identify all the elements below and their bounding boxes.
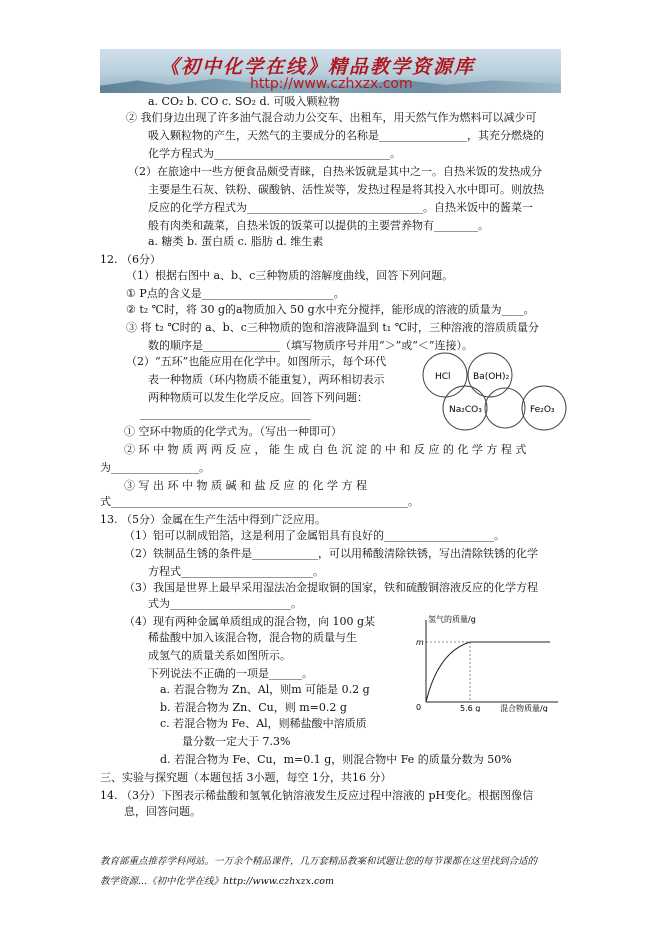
question-11-text: 主要是生石灰、铁粉、碳酸钠、活性炭等，发热过程是将其投入水中即可。则放热 <box>148 183 544 196</box>
ring-label-na2co3: Na₂CO₃ <box>449 405 482 415</box>
ring-label-baoh2: Ba(OH)₂ <box>473 372 510 382</box>
question-14-heading: 14. （3分）下图表示稀盐酸和氢氧化钠溶液发生反应过程中溶液的 pH变化。根据图像信 <box>100 789 534 802</box>
section-3-heading: 三、实验与探究题（本题包括 3小题，每空 1分，共16 分） <box>100 771 392 784</box>
question-12-text: 为________________。 <box>100 461 210 474</box>
question-13-text: 成氢气的质量关系如图所示。 <box>148 649 291 662</box>
footer-line-1: 教育部重点推荐学科网站。一万余个精品课件，几万套精品教案和试题让您的每节课都在这里找到合适的 <box>100 856 538 867</box>
question-12-text: ① 空环中物质的化学式为。（写出一种即可） <box>124 425 342 438</box>
graph-y-label: 氢气的质量/g <box>428 615 476 624</box>
question-13-option-c: c. 若混合物为 Fe、Al，则稀盐酸中溶质质 <box>160 717 367 730</box>
graph-curve <box>426 642 470 702</box>
ring-label-fe2o3: Fe₂O₃ <box>530 405 555 415</box>
question-13-text: 方程式________________________。 <box>148 565 324 578</box>
question-13-text: 稀盐酸中加入该混合物，混合物的质量与生 <box>148 631 357 644</box>
question-12-text: ③ 将 t₂ ℃时的 a、b、c三种物质的饱和溶液降温到 t₁ ℃时，三种溶液的溶质质量分 <box>126 321 540 334</box>
question-12-heading: 12. （6分） <box>100 253 161 266</box>
question-13-text: （1）铝可以制成铝箔，这是利用了金属铝具有良好的____________________。 <box>124 529 505 542</box>
graph-x-label: 混合物质量/g <box>500 704 548 712</box>
question-13-option-a: a. 若混合物为 Zn、Al，则m 可能是 0.2 g <box>160 683 370 696</box>
question-13-option-b: b. 若混合物为 Zn、Cu，则 m=0.2 g <box>160 701 347 714</box>
question-11-text: 般有肉类和蔬菜，自热米饭的饭菜可以提供的主要营养物有________。 <box>148 219 489 232</box>
question-11-text: 化学方程式为________________________________。 <box>148 147 401 160</box>
question-12-text: 数的顺序是______________（填写物质序号并用“＞”或“＜”连接）。 <box>148 339 473 352</box>
header-banner <box>100 49 561 93</box>
question-12-text: （1）根据右图中 a、b、c三种物质的溶解度曲线，回答下列问题。 <box>126 269 454 282</box>
question-12-text: （2）“五环”也能应用在化学中。如图所示，每个环代 <box>126 355 387 368</box>
graph-m-label: m <box>416 638 424 647</box>
ring-label-hcl: HCl <box>435 372 451 382</box>
question-11-options-a: a. CO₂ b. CO c. SO₂ d. 可吸入颗粒物 <box>148 95 340 108</box>
ring-empty <box>485 388 525 428</box>
question-14-text: 息，回答问题。 <box>124 805 201 818</box>
question-12-text: ③ 写 出 环 中 物 质 碱 和 盐 反 应 的 化 学 方 程 <box>124 479 367 492</box>
question-12-text: ② t₂ ℃时，将 30 g的a物质加入 50 g水中充分搅拌，能形成的溶液的质量为____。 <box>126 303 535 316</box>
question-13-option-d: d. 若混合物为 Fe、Cu，m=0.1 g，则混合物中 Fe 的质量分数为 50% <box>160 753 512 766</box>
banner-title: 《初中化学在线》精品教学资源库 <box>160 56 476 78</box>
graph-origin: 0 <box>416 703 422 712</box>
question-13-heading: 13. （5分）金属在生产生活中得到广泛应用。 <box>100 513 326 526</box>
footer-line-2[interactable]: 教学资源...《初中化学在线》http://www.czhxzx.com <box>100 876 335 887</box>
question-13-option-c-cont: 量分数一定大于 7.3% <box>182 735 291 748</box>
question-13-text: （2）铁制品生锈的条件是____________，可以用稀酸清除铁锈，写出清除铁锈的化学 <box>124 547 538 560</box>
question-12-text: ① P点的含义是________________________。 <box>126 287 345 300</box>
question-13-text: （4）现有两种金属单质组成的混合物，向 100 g某 <box>124 615 376 628</box>
banner-url[interactable]: http://www.czhxzx.com <box>250 76 413 92</box>
hydrogen-mass-graph <box>410 612 562 712</box>
question-11-text: 吸入颗粒物的产生，天然气的主要成分的名称是________________，其充分燃烧的 <box>148 129 544 142</box>
five-rings-diagram <box>420 352 570 432</box>
question-13-text: （3）我国是世界上最早采用湿法冶金提取铜的国家，铁和硫酸铜溶液反应的化学方程 <box>124 581 538 594</box>
answer-blank-line: _______________________________ <box>140 407 311 420</box>
question-11-text: 反应的化学方程式为________________________________。自热米饭中的酱菜一 <box>148 201 533 214</box>
question-13-text: 式为______________________。 <box>148 597 302 610</box>
question-11-text: ② 我们身边出现了许多油气混合动力公交车、出租车，用天然气作为燃料可以减少可 <box>126 111 537 124</box>
question-12-text: 表一种物质（环内物质不能重复），两环相切表示 <box>148 373 385 386</box>
question-12-text: ② 环 中 物 质 两 两 反 应 ， 能 生 成 白 色 沉 淀 的 中 和 反 应 的 化 学 方 程 式 <box>124 443 527 456</box>
question-12-text: 式______________________________________________________。 <box>100 495 419 508</box>
question-11-options-b: a. 糖类 b. 蛋白质 c. 脂肪 d. 维生素 <box>148 235 324 248</box>
question-12-text: 两种物质可以发生化学反应。回答下列问题： <box>148 391 368 404</box>
question-13-text: 下列说法不正确的一项是______。 <box>148 667 313 680</box>
graph-x-tick: 5.6 g <box>460 704 481 712</box>
question-11-text: （2）在旅途中一些方便食品颇受青睐，自热米饭就是其中之一。自热米饭的发热成分 <box>128 165 542 178</box>
